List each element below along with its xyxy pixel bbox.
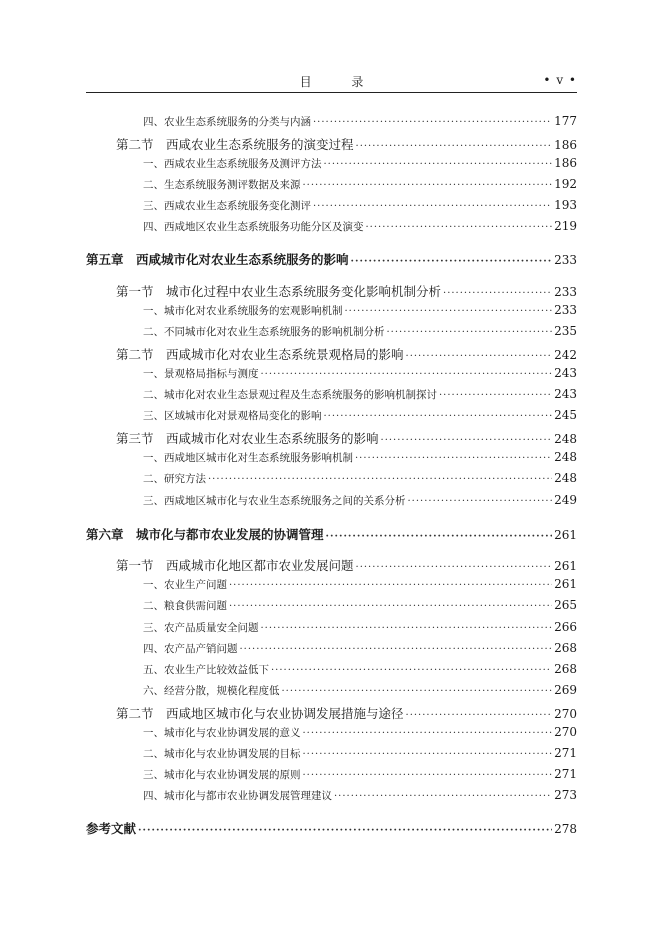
dot-leader — [351, 256, 553, 267]
toc-entry-title: 四、农产品产销问题 — [143, 643, 238, 655]
toc-entry-page-number: 271 — [554, 746, 577, 760]
dot-leader — [229, 580, 552, 591]
dot-leader — [303, 770, 553, 781]
toc-chapter-entry — [0, 525, 577, 545]
toc-entry-page-number: 242 — [554, 348, 577, 362]
dot-leader — [261, 623, 553, 634]
toc-item-entry — [0, 408, 577, 428]
toc-entry-page-number: 278 — [554, 822, 577, 836]
toc-entry-title: 一、农业生产问题 — [143, 579, 227, 591]
toc-entry-title: 一、西咸地区城市化对生态系统服务影响机制 — [143, 452, 353, 464]
toc-entry-title: 三、区域城市化对景观格局变化的影响 — [143, 410, 322, 422]
toc-section-entry — [0, 704, 577, 724]
toc-section-entry — [0, 135, 577, 155]
toc-entry-title: 二、不同城市化对农业生态系统服务的影响机制分析 — [143, 326, 385, 338]
toc-section-entry — [0, 429, 577, 449]
toc-chapter-entry — [0, 250, 577, 270]
toc-item-entry — [0, 493, 577, 513]
toc-entry-page-number: 233 — [554, 303, 577, 317]
toc-entry-page-number: 245 — [554, 408, 577, 422]
toc-item-entry — [0, 387, 577, 407]
running-header — [86, 70, 577, 93]
toc-item-entry — [0, 177, 577, 197]
toc-entry-page-number: 266 — [554, 620, 577, 634]
toc-entry-title: 参考文献 — [86, 821, 137, 836]
dot-leader — [324, 411, 553, 422]
toc-entry-title: 二、生态系统服务测评数据及来源 — [143, 179, 301, 191]
dot-leader — [138, 825, 552, 836]
dot-leader — [303, 749, 553, 760]
toc-entry-page-number: 270 — [554, 707, 577, 721]
toc-entry-page-number: 268 — [554, 641, 577, 655]
dot-leader — [334, 791, 552, 802]
toc-entry-title: 一、城市化与农业协调发展的意义 — [143, 727, 301, 739]
dot-leader — [355, 453, 552, 464]
dot-leader — [282, 686, 553, 697]
toc-entry-page-number: 177 — [554, 114, 577, 128]
toc-item-entry — [0, 471, 577, 491]
dot-leader — [408, 496, 553, 507]
running-header-title: 目 录 — [299, 75, 382, 89]
toc-entry-title: 一、景观格局指标与测度 — [143, 368, 259, 380]
toc-entry-title: 二、粮食供需问题 — [143, 600, 227, 612]
toc-entry-title: 四、西咸地区农业生态系统服务功能分区及演变 — [143, 221, 364, 233]
toc-entry-title: 三、城市化与农业协调发展的原则 — [143, 769, 301, 781]
toc-entry-title: 六、经营分散，规模化程度低 — [143, 685, 280, 697]
dot-leader — [356, 141, 553, 152]
toc-item-entry — [0, 620, 577, 640]
dot-leader — [261, 369, 553, 380]
toc-entry-title: 一、城市化对农业系统服务的宏观影响机制 — [143, 305, 343, 317]
toc-entry-page-number: 270 — [554, 725, 577, 739]
toc-item-entry — [0, 767, 577, 787]
dot-leader — [406, 710, 553, 721]
toc-entry-title: 二、研究方法 — [143, 473, 206, 485]
toc-entry-title: 二、城市化与农业协调发展的目标 — [143, 748, 301, 760]
toc-item-entry — [0, 788, 577, 808]
toc-entry-title: 第二节 西咸城市化对农业生态系统景观格局的影响 — [116, 347, 404, 362]
toc-item-entry — [0, 662, 577, 682]
dot-leader — [324, 159, 553, 170]
toc-entry-title: 一、西咸农业生态系统服务及测评方法 — [143, 158, 322, 170]
toc-entry-page-number: 261 — [554, 559, 577, 573]
dot-leader — [271, 665, 552, 676]
toc-item-entry — [0, 114, 577, 134]
toc-entry-title: 第一节 城市化过程中农业生态系统服务变化影响机制分析 — [116, 284, 442, 299]
toc-entry-page-number: 271 — [554, 767, 577, 781]
dot-leader — [313, 201, 552, 212]
toc-item-entry — [0, 219, 577, 239]
toc-entry-page-number: 261 — [554, 577, 577, 591]
toc-entry-page-number: 268 — [554, 662, 577, 676]
toc-entry-page-number: 243 — [554, 387, 577, 401]
dot-leader — [387, 327, 553, 338]
toc-section-entry — [0, 556, 577, 576]
toc-entry-page-number: 248 — [554, 432, 577, 446]
toc-entry-page-number: 186 — [554, 138, 577, 152]
toc-entry-page-number: 265 — [554, 598, 577, 612]
toc-entry-title: 四、城市化与都市农业协调发展管理建议 — [143, 790, 332, 802]
toc-entry-page-number: 233 — [554, 285, 577, 299]
toc-item-entry — [0, 366, 577, 386]
dot-leader — [303, 180, 553, 191]
toc-item-entry — [0, 577, 577, 597]
dot-leader — [208, 474, 552, 485]
dot-leader — [439, 390, 552, 401]
dot-leader — [345, 306, 553, 317]
dot-leader — [381, 435, 553, 446]
toc-entry-title: 第一节 西咸城市化地区都市农业发展问题 — [116, 558, 354, 573]
toc-entry-page-number: 192 — [554, 177, 577, 191]
toc-item-entry — [0, 303, 577, 323]
toc-item-entry — [0, 598, 577, 618]
dot-leader — [406, 351, 553, 362]
toc-entry-title: 五、农业生产比较效益低下 — [143, 664, 269, 676]
toc-entry-page-number: 273 — [554, 788, 577, 802]
toc-entry-page-number: 243 — [554, 366, 577, 380]
dot-leader — [443, 288, 552, 299]
dot-leader — [240, 644, 553, 655]
dot-leader — [366, 222, 553, 233]
toc-entry-page-number: 248 — [554, 471, 577, 485]
toc-entry-page-number: 193 — [554, 198, 577, 212]
toc-entry-page-number: 249 — [554, 493, 577, 507]
dot-leader — [313, 117, 552, 128]
toc-item-entry — [0, 641, 577, 661]
toc-entry-title: 三、西咸农业生态系统服务变化测评 — [143, 200, 311, 212]
toc-entry-title: 二、城市化对农业生态景观过程及生态系统服务的影响机制探讨 — [143, 389, 437, 401]
toc-entry-title: 四、农业生态系统服务的分类与内涵 — [143, 116, 311, 128]
toc-item-entry — [0, 156, 577, 176]
dot-leader — [326, 531, 553, 542]
toc-entry-page-number: 219 — [554, 219, 577, 233]
toc-entry-title: 第二节 西咸地区城市化与农业协调发展措施与途径 — [116, 706, 404, 721]
toc-entry-title: 第三节 西咸城市化对农业生态系统服务的影响 — [116, 431, 379, 446]
toc-entry-page-number: 235 — [554, 324, 577, 338]
toc-item-entry — [0, 746, 577, 766]
toc-entry-page-number: 261 — [554, 528, 577, 542]
toc-section-entry — [0, 345, 577, 365]
running-header-page-number: • v • — [543, 73, 577, 87]
toc-entry-title: 第六章 城市化与都市农业发展的协调管理 — [86, 527, 324, 542]
toc-item-entry — [0, 450, 577, 470]
toc-entry-page-number: 269 — [554, 683, 577, 697]
toc-section-entry — [0, 282, 577, 302]
toc-entry-title: 三、西咸地区城市化与农业生态系统服务之间的关系分析 — [143, 495, 406, 507]
toc-entry-page-number: 248 — [554, 450, 577, 464]
toc-item-entry — [0, 683, 577, 703]
toc-item-entry — [0, 324, 577, 344]
toc-entry-page-number: 233 — [554, 253, 577, 267]
toc-entry-title: 第二节 西咸农业生态系统服务的演变过程 — [116, 137, 354, 152]
toc-entry-title: 三、农产品质量安全问题 — [143, 622, 259, 634]
dot-leader — [356, 562, 553, 573]
dot-leader — [303, 728, 553, 739]
toc-entry-page-number: 186 — [554, 156, 577, 170]
toc-item-entry — [0, 725, 577, 745]
toc-item-entry — [0, 198, 577, 218]
toc-chapter-entry — [0, 819, 577, 839]
toc-entry-title: 第五章 西咸城市化对农业生态系统服务的影响 — [86, 252, 349, 267]
dot-leader — [229, 601, 552, 612]
